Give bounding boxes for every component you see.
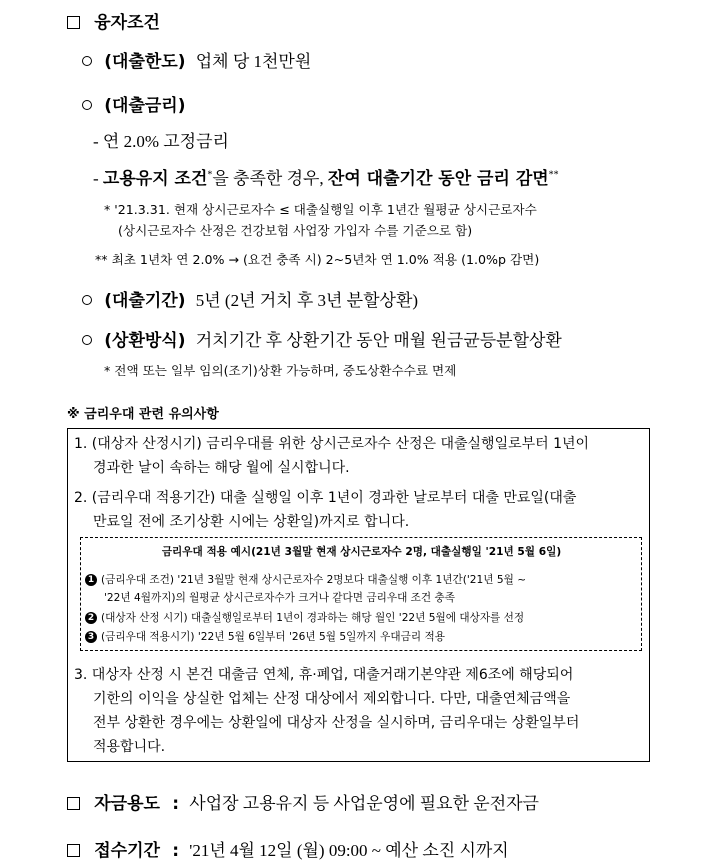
loan-limit-row: [82, 47, 311, 72]
loan-rate-line2: [93, 164, 559, 189]
condition-text: 을 충족한 경우,: [212, 169, 328, 188]
repayment-label: (상환방식): [104, 331, 186, 351]
loan-period-label: (대출기간): [104, 291, 186, 311]
application-period-label: 접수기간: [94, 841, 160, 861]
example-title: 금리우대 적용 예시(21년 3월말 현재 상시근로자수 2명, 대출실행일 '21년 5월 6일): [161, 546, 562, 558]
section-heading-loan-terms: [67, 8, 160, 33]
loan-period-row: [82, 286, 418, 311]
example-item-2-text: (대상자 산정 시기) 대출실행일로부터 1년이 경과하는 해당 월인 '22년 5월에 대상자를 선정: [101, 612, 525, 624]
notice-item-1b: 경과한 날이 속하는 해당 월에 실시합니다.: [93, 460, 350, 476]
repayment-note: * 전액 또는 일부 임의(조기)상환 가능하며, 중도상환수수료 면제: [104, 363, 457, 378]
fund-usage-row: [67, 789, 539, 814]
repayment-row: [82, 326, 562, 351]
loan-rate-row: [82, 91, 185, 116]
example-item-1b: '22년 4월까지)의 월평균 상시근로자수가 크거나 같다면 금리우대 조건 충족: [104, 592, 455, 604]
rate-note-1b: (상시근로자수 산정은 건강보험 사업장 가입자 수를 기준으로 함): [118, 223, 473, 238]
separator: :: [172, 794, 180, 814]
notice-item-3b: 기한의 이익을 상실한 업체는 산정 대상에서 제외합니다. 다만, 대출연체금액을: [93, 691, 571, 707]
notice-item-2b: 만료일 전에 조기상환 시에는 상환일)까지로 합니다.: [93, 514, 410, 530]
separator: :: [172, 841, 180, 861]
rate-note-2: ** 최초 1년차 연 2.0% → (요건 충족 시) 2~5년차 연 1.0% 적용 (1.0%p 감면): [95, 252, 540, 267]
bullet-circle-icon: [82, 335, 92, 345]
rate-note-1a: * '21.3.31. 현재 상시근로자수 ≤ 대출실행일 이후 1년간 월평균 상시근로자수: [104, 202, 537, 217]
notice-item-3d: 적용합니다.: [93, 739, 166, 755]
application-period-text: '21년 4월 12일 (월) 09:00 ~ 예산 소진 시까지: [189, 841, 509, 860]
loan-rate-line1: - 연 2.0% 고정금리: [93, 132, 229, 151]
notice-item-3c: 전부 상환한 경우에는 상환일에 대상자 산정을 실시하며, 금리우대는 상환일부터: [93, 715, 580, 731]
notice-item-1a: 1. (대상자 산정시기) 금리우대를 위한 상시근로자수 산정은 대출실행일로부터 1년이: [74, 436, 590, 452]
example-item-1a-text: (금리우대 조건) '21년 3월말 현재 상시근로자수 2명보다 대출실행 이후 1년간('21년 5월 ~: [101, 574, 527, 586]
notice-item-3a: 3. 대상자 산정 시 본건 대출금 연체, 휴·폐업, 대출거래기본약관 제6조에 해당되어: [74, 667, 574, 683]
example-item-2: [85, 610, 524, 625]
employment-condition: 고용유지 조건: [102, 169, 208, 189]
number-1-icon: 1: [85, 574, 97, 586]
example-item-3-text: (금리우대 적용시기) '22년 5월 6일부터 '26년 5월 5일까지 우대금리 적용: [101, 631, 445, 643]
dash: -: [93, 169, 103, 188]
checkbox-square-icon: [67, 16, 80, 29]
bullet-circle-icon: [82, 100, 92, 110]
notice-title: ※ 금리우대 관련 유의사항: [67, 407, 219, 422]
loan-period-text: 5년 (2년 거치 후 3년 분할상환): [195, 291, 419, 310]
bullet-circle-icon: [82, 56, 92, 66]
footnote-mark: *: [207, 169, 213, 181]
number-3-icon: 3: [85, 631, 97, 643]
bullet-circle-icon: [82, 295, 92, 305]
loan-rate-label: (대출금리): [104, 96, 186, 116]
example-item-1a: [85, 572, 526, 587]
number-2-icon: 2: [85, 612, 97, 624]
loan-limit-text: 업체 당 1천만원: [195, 52, 312, 71]
repayment-text: 거치기간 후 상환기간 동안 매월 원금균등분할상환: [195, 331, 562, 350]
section-heading-label: 융자조건: [94, 13, 160, 33]
fund-usage-label: 자금용도: [94, 794, 160, 814]
rate-reduction: 잔여 대출기간 동안 금리 감면: [327, 169, 549, 189]
checkbox-square-icon: [67, 844, 80, 857]
footnote-mark: **: [548, 169, 559, 181]
loan-limit-label: (대출한도): [104, 52, 186, 72]
fund-usage-text: 사업장 고용유지 등 사업운영에 필요한 운전자금: [189, 794, 539, 813]
application-period-row: [67, 836, 509, 861]
checkbox-square-icon: [67, 797, 80, 810]
notice-item-2a: 2. (금리우대 적용기간) 대출 실행일 이후 1년이 경과한 날로부터 대출 만료일(대출: [74, 490, 577, 506]
example-item-3: [85, 629, 445, 644]
